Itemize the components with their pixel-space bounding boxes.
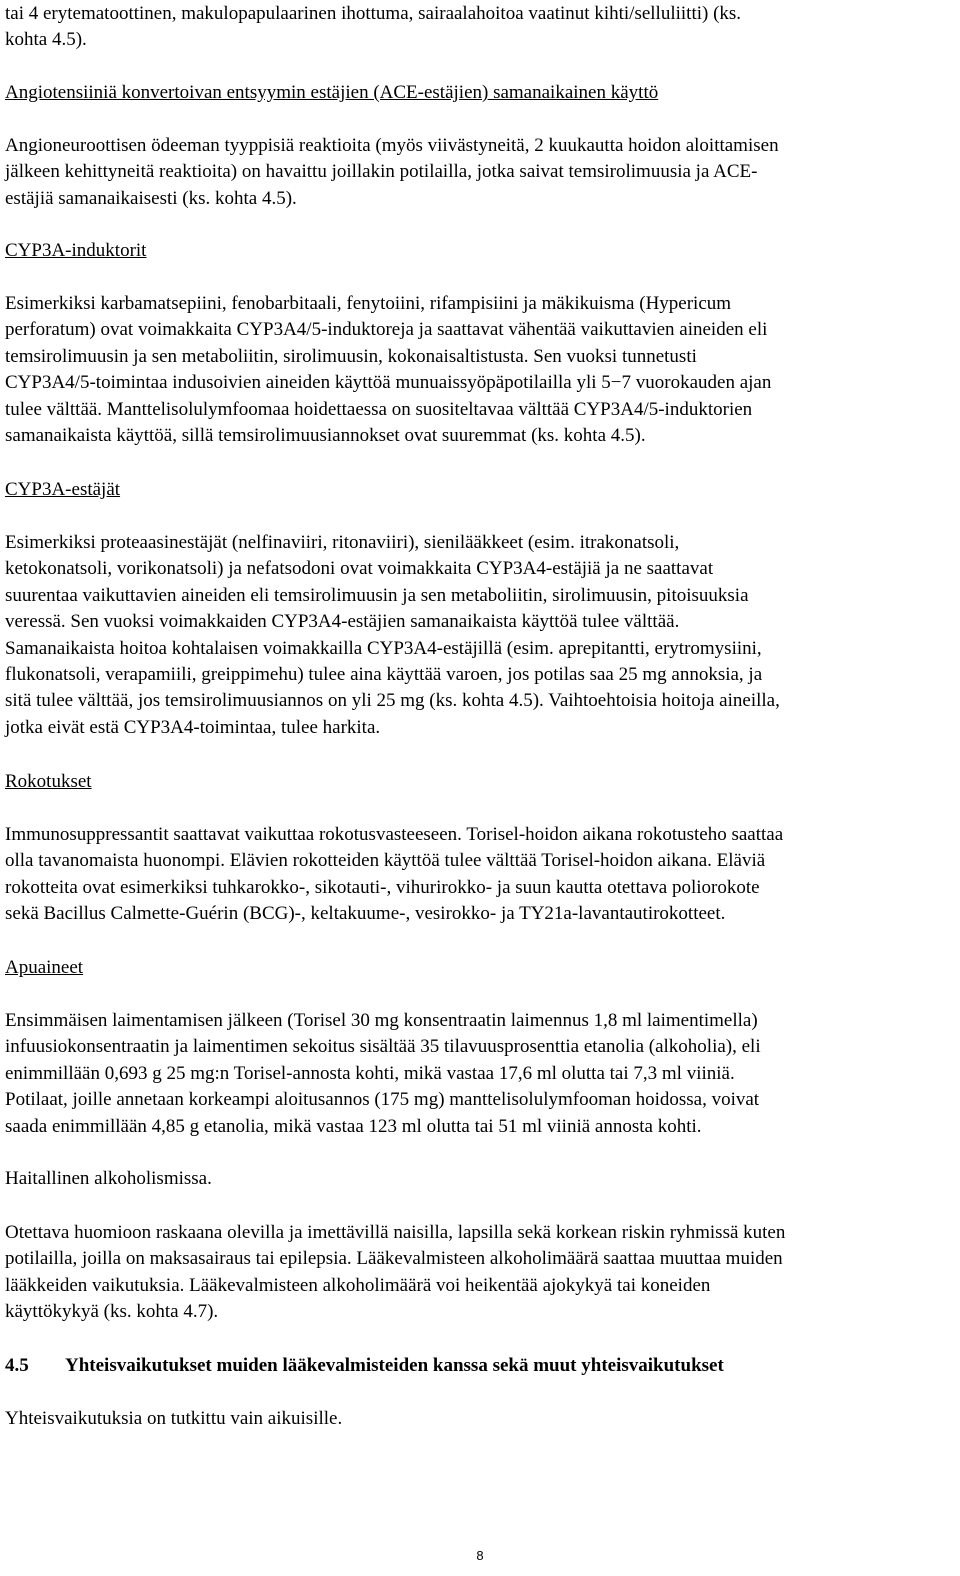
text-line: Immunosuppressantit saattavat vaikuttaa rokotusvasteeseen. Torisel-hoidon aikana rokotusteho saattaa [5,824,784,845]
text-line: Angioneuroottisen ödeeman tyyppisiä reaktioita (myös viivästyneitä, 2 kuukautta hoidon aloittamisen [5,135,779,156]
excipients-paragraph [5,1008,761,1140]
text-line: CYP3A4/5-toimintaa indusoivien aineiden käyttöä munuaissyöpäpotilailla yli 5−7 vuorokauden ajan [5,372,772,394]
text-line: jälkeen kehittyneitä reaktioita) on havaittu joillakin potilailla, jotka saivat temsirolimuusia ja ACE- [5,161,758,183]
ace-inhibitors-heading: Angiotensiiniä konvertoivan entsyymin estäjien (ACE-estäjien) samanaikainen käyttö [5,82,659,103]
text-line: suurentaa vaikuttavien aineiden eli temsirolimuusin ja sen metaboliitin, sirolimuusin, pitoisuuksia [5,584,749,606]
text-line: tulee välttää. Manttelisolulymfoomaa hoidettaessa on suositeltavaa välttää CYP3A4/5-induktorien [5,398,753,420]
text-line: veressä. Sen vuoksi voimakkaiden CYP3A4-estäjien samanaikaista käyttöä tulee välttää. [5,611,680,633]
text-line: sekä Bacillus Calmette-Guérin (BCG)-, keltakuume-, vesirokko- ja TY21a-lavantautirokotteet. [5,903,726,925]
text-line: infuusiokonsentraatin ja laimentimen sekoitus sisältää 35 tilavuusprosenttia etanolia (alkoholia), eli [5,1036,761,1058]
text-line: Otettava huomioon raskaana olevilla ja imettävillä naisilla, lapsilla sekä korkean riskin ryhmissä kuten [5,1222,786,1243]
section-heading [5,1353,724,1379]
text-line: Samanaikaista hoitoa kohtalaisen voimakkailla CYP3A4-estäjillä (esim. aprepitantti, erytromysiini, [5,637,762,659]
text-line: potilailla, joilla on maksasairaus tai epilepsia. Lääkevalmisteen alkoholimäärä saattaa muuttaa muiden [5,1248,783,1270]
continuation-paragraph [5,1,741,54]
vaccines-heading: Rokotukset [5,771,92,792]
text-line: tai 4 erytematoottinen, makulopapulaarinen ihottuma, sairaalahoitoa vaatinut kihti/selluliitti) (ks. [5,3,742,24]
text-line: käyttökykyä (ks. kohta 4.7). [5,1301,219,1323]
cyp3a-inducers-heading: CYP3A-induktorit [5,240,147,261]
text-line: Esimerkiksi proteaasinestäjät (nelfinaviiri, ritonaviiri), sienilääkkeet (esim. itrakonatsoli, [5,532,680,553]
cyp3a-inducers-paragraph [5,291,771,449]
page-number: 8 [476,1548,484,1563]
text-line: Ensimmäisen laimentamisen jälkeen (Torisel 30 mg konsentraatin laimennus 1,8 ml laimentimella) [5,1010,758,1031]
cyp3a-inhibitors-paragraph [5,530,780,741]
text-line: Esimerkiksi karbamatsepiini, fenobarbitaali, fenytoiini, rifampisiini ja mäkikuisma (Hypericum [5,293,732,314]
ace-inhibitors-paragraph [5,133,779,212]
text-line: sitä tulee välttää, jos temsirolimuusiannos on yli 25 mg (ks. kohta 4.5). Vaihtoehtoisia hoitoja aineilla, [5,690,780,712]
section-paragraph: Yhteisvaikutuksia on tutkittu vain aikuisille. [5,1408,343,1429]
excipients-heading: Apuaineet [5,957,84,978]
text-line: estäjiä samanaikaisesti (ks. kohta 4.5). [5,187,297,209]
text-line: saada enimmillään 4,85 g etanolia, mikä vastaa 123 ml olutta tai 51 ml viiniä annosta kohti. [5,1115,702,1137]
section-number: 4.5 [5,1355,29,1376]
text-line: jotka eivät estä CYP3A4-toimintaa, tulee harkita. [5,716,381,738]
text-line: flukonatsoli, verapamiili, greippimehu) tulee aina käyttää varoen, jos potilas saa 25 mg annoksia, ja [5,664,763,686]
text-line: kohta 4.5). [5,29,87,51]
caution-paragraph [5,1220,785,1326]
cyp3a-inhibitors-heading: CYP3A-estäjät [5,479,121,500]
text-line: perforatum) ovat voimakkaita CYP3A4/5-induktoreja ja saattavat vähentää vaikuttavien aineiden eli [5,319,768,341]
section-title: Yhteisvaikutukset muiden lääkevalmisteiden kanssa sekä muut yhteisvaikutukset [65,1355,724,1376]
text-line: olla tavanomaista huonompi. Elävien rokotteiden käyttöä tulee välttää Torisel-hoidon aikana. Eläviä [5,850,766,872]
text-line: lääkkeiden vaikutuksia. Lääkevalmisteen alkoholimäärä voi heikentää ajokykyä tai koneiden [5,1274,711,1296]
text-line: ketokonatsoli, vorikonatsoli) ja nefatsodoni ovat voimakkaita CYP3A4-estäjiä ja ne saattavat [5,558,714,580]
text-line: rokotteita ovat esimerkiksi tuhkarokko-, sikotauti-, vihurirokko- ja suun kautta otettava poliorokote [5,876,760,898]
text-line: Potilaat, joille annetaan korkeampi aloitusannos (175 mg) manttelisolulymfooman hoidossa, voivat [5,1089,760,1111]
text-line: temsirolimuusin ja sen metaboliitin, sirolimuusin, kokonaisaltistusta. Sen vuoksi tunnetusti [5,345,697,367]
text-line: enimmillään 0,693 g 25 mg:n Torisel-annosta kohti, mikä vastaa 17,6 ml olutta tai 7,3 ml viiniä. [5,1062,735,1084]
text-line: samanaikaista käyttöä, sillä temsirolimuusiannokset ovat suuremmat (ks. kohta 4.5). [5,425,646,447]
vaccines-paragraph [5,822,783,928]
alcoholism-note: Haitallinen alkoholismissa. [5,1168,212,1189]
